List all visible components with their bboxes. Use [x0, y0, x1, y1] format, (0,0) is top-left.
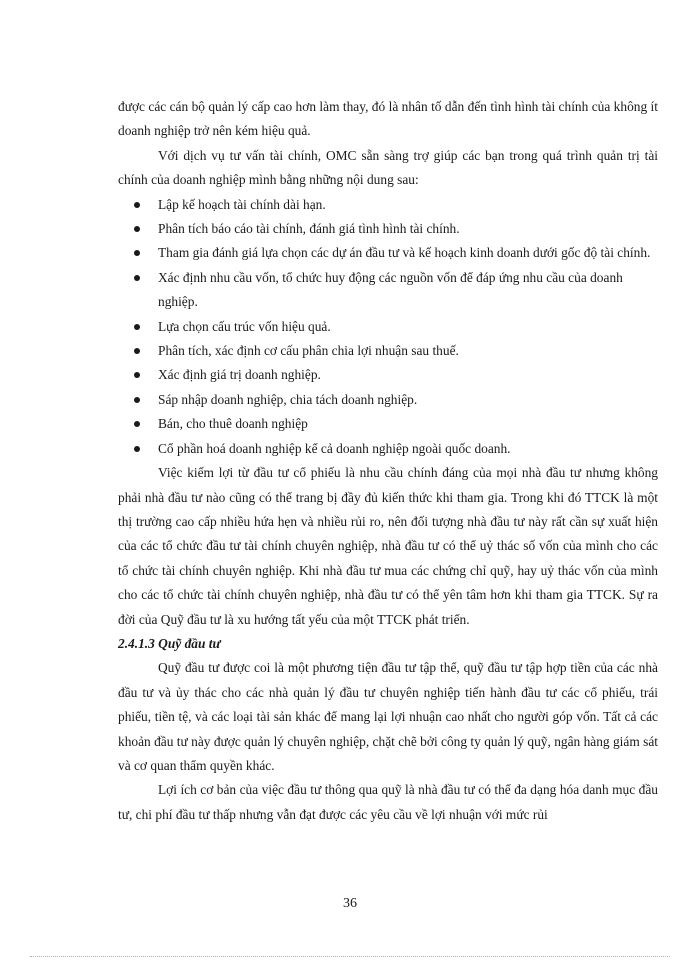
bullet-item: Tham gia đánh giá lựa chọn các dự án đầu tư và kế hoạch kinh doanh dưới gốc độ tài chính. [118, 241, 658, 265]
bullet-icon [134, 348, 140, 354]
bullet-item: Lựa chọn cấu trúc vốn hiệu quả. [118, 315, 658, 339]
paragraph-fund-benefit: Lợi ích cơ bản của việc đầu tư thông qua quỹ là nhà đầu tư có thể đa dạng hóa danh mục đầu tư, chi phí đầu tư thấp nhưng vẫn đạt được các yêu cầu về lợi nhuận với mức rủi [118, 782, 658, 822]
bullet-item: Bán, cho thuê doanh nghiệp [118, 412, 658, 436]
bullet-item: Cổ phần hoá doanh nghiệp kể cả doanh nghiệp ngoài quốc doanh. [118, 437, 658, 461]
document-body [118, 95, 658, 827]
page-number: 36 [343, 896, 357, 911]
bullet-icon [134, 421, 140, 427]
section-heading: 2.4.1.3 Quỹ đầu tư [118, 635, 221, 651]
bullet-item: Phân tích, xác định cơ cấu phân chia lợi nhuận sau thuế. [118, 339, 658, 363]
bullet-icon [134, 446, 140, 452]
bullet-icon [134, 324, 140, 330]
paragraph-fund-definition: Quỹ đầu tư được coi là một phương tiện đầu tư tập thể, quỹ đầu tư tập hợp tiền của các nhà đầu tư và ủy thác cho các nhà quản lý đầu tư chuyên nghiệp tiến hành đầu tư các cổ phiếu, trái phiếu, tiền tệ, và các loại tài sản khác để mang lại lợi nhuận cao nhất cho người góp vốn. Tất cả các khoản đầu tư này được quản lý chuyên nghiệp, chặt chẽ bởi công ty quản lý quỹ, ngân hàng giám sát và cơ quan thẩm quyền khác. [118, 660, 658, 773]
bullet-icon [134, 250, 140, 256]
bullet-item: Sáp nhập doanh nghiệp, chia tách doanh nghiệp. [118, 388, 658, 412]
bullet-item: Xác định giá trị doanh nghiệp. [118, 363, 658, 387]
bullet-icon [134, 372, 140, 378]
bullet-item: Xác định nhu cầu vốn, tổ chức huy động các nguồn vốn để đáp ứng nhu cầu của doanh nghiệp. [118, 266, 658, 315]
page-bottom-divider [30, 956, 670, 957]
paragraph-intro-continuation: được các cán bộ quản lý cấp cao hơn làm thay, đó là nhân tố dẫn đến tình hình tài chính của không ít doanh nghiệp trở nên kém hiệu quả. [118, 99, 658, 139]
bullet-icon [134, 275, 140, 281]
bullet-icon [134, 202, 140, 208]
services-bullet-list [118, 193, 658, 461]
bullet-item: Lập kế hoạch tài chính dài hạn. [118, 193, 658, 217]
paragraph-stock-investment: Việc kiếm lợi từ đầu tư cổ phiếu là nhu cầu chính đáng của mọi nhà đầu tư nhưng không phải nhà đầu tư nào cũng có thể trang bị đầy đủ kiến thức khi tham gia. Trong khi đó TTCK là một thị trường cao cấp nhiều hứa hẹn và nhiều rủi ro, nên đối tượng nhà đầu tư này rất cần sự xuất hiện của các tổ chức đầu tư tài chính chuyên nghiệp, nhà đầu tư có thể uỷ thác số vốn của mình cho các tổ chức tài chính chuyên nghiệp. Khi nhà đầu tư mua các chứng chỉ quỹ, hay uỷ thác vốn của mình cho các tổ chức tài chính chuyên nghiệp, nhà đầu tư có thể yên tâm hơn khi tham gia TTCK. Sự ra đời của Quỹ đầu tư là xu hướng tất yếu của một TTCK phát triển. [118, 465, 658, 627]
bullet-item: Phân tích báo cáo tài chính, đánh giá tình hình tài chính. [118, 217, 658, 241]
bullet-icon [134, 226, 140, 232]
paragraph-omc-services: Với dịch vụ tư vấn tài chính, OMC sẵn sàng trợ giúp các bạn trong quá trình quản trị tài chính của doanh nghiệp mình bằng những nội dung sau: [118, 147, 658, 188]
bullet-icon [134, 397, 140, 403]
